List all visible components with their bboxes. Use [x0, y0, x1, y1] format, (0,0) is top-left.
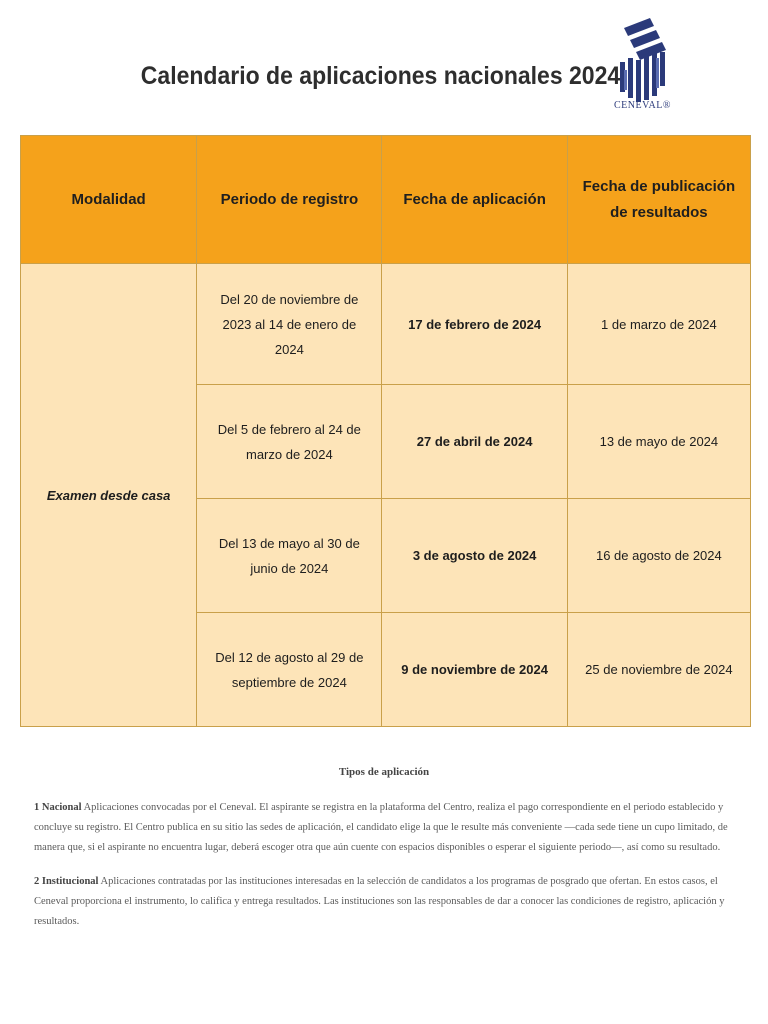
note-text: Aplicaciones contratadas por las instituciones interesadas en la selección de candidatos a los programas de posgrado que ofertan. En estos casos, el Ceneval proporciona el instrumento, lo califica y entrega resultados. Las instituciones son las responsables de dar a conocer las condiciones de registro, aplicación y resultados.	[34, 876, 725, 927]
registro-cell: Del 12 de agosto al 29 de septiembre de 2024	[197, 613, 382, 727]
resultados-cell: 1 de marzo de 2024	[567, 264, 750, 385]
resultados-cell: 16 de agosto de 2024	[567, 499, 750, 613]
note-institucional	[34, 872, 734, 932]
resultados-cell: 13 de mayo de 2024	[567, 385, 750, 499]
page-title: Calendario de aplicaciones nacionales 2024	[140, 62, 621, 90]
header-periodo-registro: Periodo de registro	[197, 136, 382, 264]
header-fecha-publicacion: Fecha de publicación de resultados	[567, 136, 750, 264]
registro-cell: Del 5 de febrero al 24 de marzo de 2024	[197, 385, 382, 499]
aplicacion-cell: 17 de febrero de 2024	[382, 264, 567, 385]
aplicacion-cell: 27 de abril de 2024	[382, 385, 567, 499]
resultados-cell: 25 de noviembre de 2024	[567, 613, 750, 727]
note-text: Aplicaciones convocadas por el Ceneval. El aspirante se registra en la plataforma del Centro, realiza el pago correspondiente en el periodo establecido y concluye su registro. El Centro publica en su sitio las sedes de aplicación, el candidato elige la que le resulte más conveniente —cada sede tiene un cupo limitado, de manera que, si el aspirante no encuentra lugar, deberá escoger otra que aún cuente con espacios disponibles o esperar el siguiente periodo—, así como su resultado.	[34, 802, 728, 853]
notes-section	[34, 766, 734, 946]
note-label: 1 Nacional	[34, 802, 82, 813]
logo-wordmark: CENEVAL®	[614, 100, 671, 111]
notes-title: Tipos de aplicación	[338, 766, 430, 778]
registro-cell: Del 13 de mayo al 30 de junio de 2024	[197, 499, 382, 613]
note-label: 2 Institucional	[34, 876, 99, 887]
aplicacion-cell: 3 de agosto de 2024	[382, 499, 567, 613]
header-fecha-aplicacion: Fecha de aplicación	[382, 136, 567, 264]
registro-cell: Del 20 de noviembre de 2023 al 14 de enero de 2024	[197, 264, 382, 385]
table-header-row	[21, 136, 751, 264]
table-row	[21, 264, 751, 385]
note-nacional	[34, 798, 734, 858]
calendar-table	[20, 135, 751, 727]
aplicacion-cell: 9 de noviembre de 2024	[382, 613, 567, 727]
header-modalidad: Modalidad	[21, 136, 197, 264]
modalidad-cell: Examen desde casa	[21, 264, 197, 727]
